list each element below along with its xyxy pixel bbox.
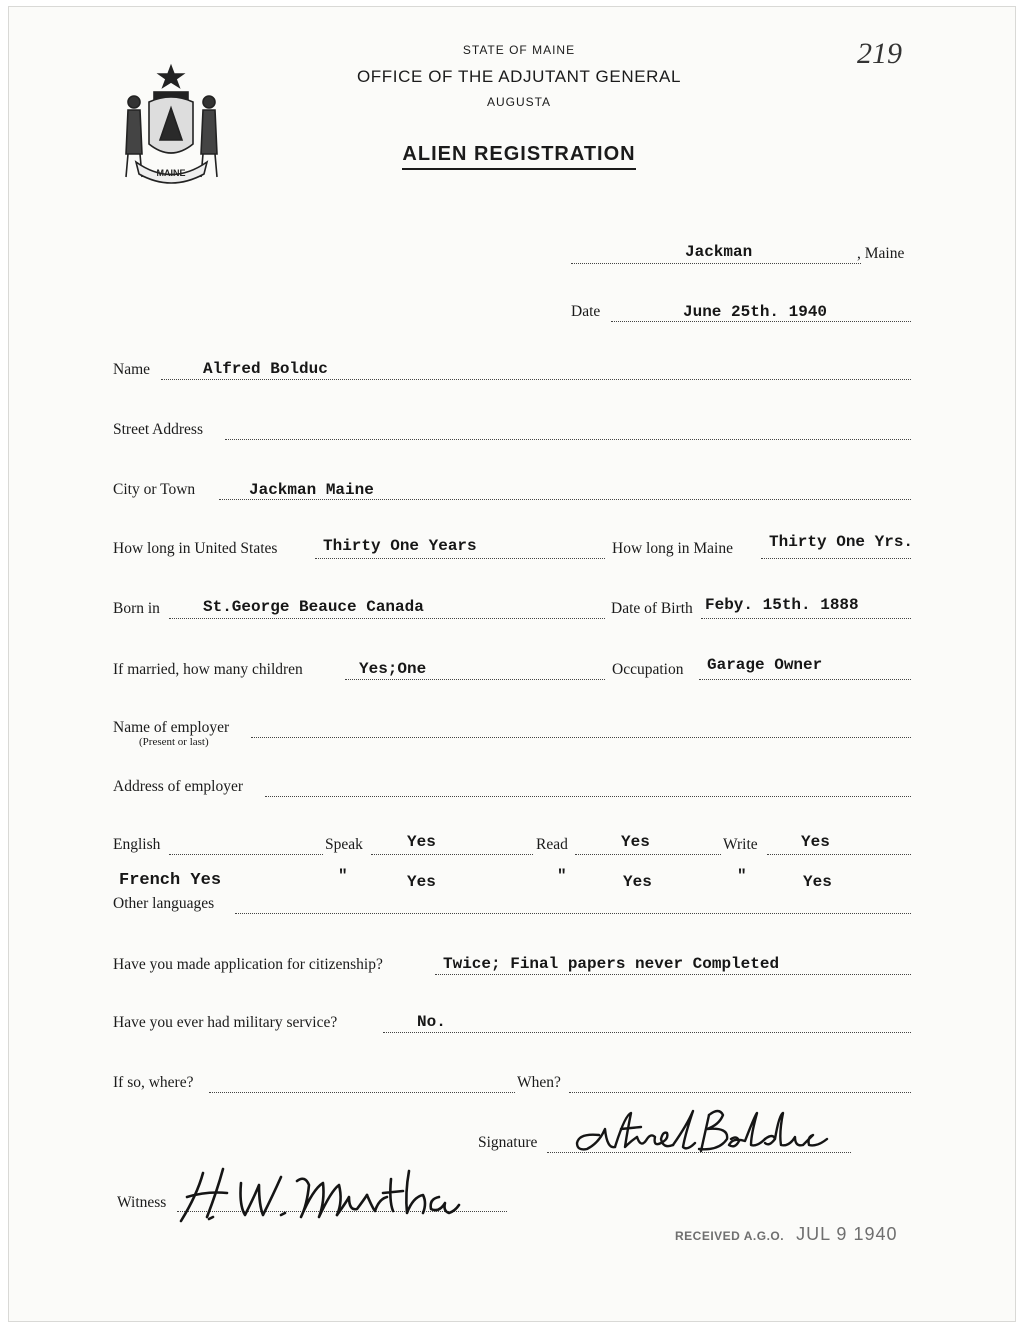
read-line [575, 854, 721, 855]
employer-address-line [265, 796, 911, 797]
born-label: Born in [113, 600, 160, 617]
stamp-prefix: RECEIVED A.G.O. [675, 1229, 785, 1243]
maine-state-seal-icon [114, 62, 229, 187]
citizenship-label: Have you made application for citizenship? [113, 956, 383, 973]
employer-sublabel: (Present or last) [139, 736, 209, 748]
name-label: Name [113, 361, 151, 378]
town-suffix: , Maine [857, 245, 905, 262]
form-title [309, 143, 729, 166]
citizenship-line [435, 974, 911, 975]
where-line [209, 1092, 515, 1093]
date-label: Date [571, 303, 601, 320]
document-number: 219 [857, 37, 902, 70]
when-line [569, 1092, 911, 1093]
occupation-label: Occupation [612, 661, 684, 678]
children-label: If married, how many children [113, 661, 303, 678]
maine-years-value: Thirty One Yrs. [769, 533, 914, 551]
witness-handwriting [177, 1161, 467, 1231]
write-label: Write [723, 836, 758, 853]
header-state: STATE OF MAINE [462, 43, 576, 57]
occupation-value: Garage Owner [707, 656, 823, 674]
form-page [8, 6, 1016, 1322]
signature-label: Signature [478, 1134, 538, 1151]
occupation-line [699, 679, 911, 680]
header-office: OFFICE OF THE ADJUTANT GENERAL [356, 67, 682, 86]
french-write-value: Yes [803, 873, 832, 891]
french-ditto-3: " [737, 867, 747, 885]
employer-label: Name of employer [113, 719, 230, 736]
citizenship-value: Twice; Final papers never Completed [443, 955, 780, 973]
french-value: French Yes [119, 871, 222, 890]
other-languages-label: Other languages [113, 895, 215, 912]
date-line [611, 321, 911, 322]
children-line [345, 679, 605, 680]
born-line [169, 618, 605, 619]
city-value: Jackman Maine [249, 481, 374, 499]
maine-years-line [761, 558, 911, 559]
english-line [169, 854, 323, 855]
military-label: Have you ever had military service? [113, 1014, 338, 1031]
children-value: Yes;One [359, 660, 427, 678]
when-label: When? [517, 1074, 561, 1091]
received-stamp [675, 1224, 898, 1245]
born-value: St.George Beauce Canada [203, 598, 424, 616]
speak-label: Speak [325, 836, 363, 853]
french-ditto-1: " [338, 867, 348, 885]
us-years-value: Thirty One Years [323, 537, 477, 555]
french-read-value: Yes [623, 873, 652, 891]
other-languages-line [235, 913, 911, 914]
stamp-date: JUL 9 1940 [796, 1224, 898, 1244]
form-title-text: ALIEN REGISTRATION [402, 143, 635, 170]
town-value: Jackman [685, 243, 753, 261]
town-line [571, 263, 861, 264]
dob-label: Date of Birth [611, 600, 693, 617]
speak-line [371, 854, 533, 855]
header-city: AUGUSTA [486, 95, 552, 109]
street-line [225, 439, 911, 440]
english-speak-value: Yes [407, 833, 436, 851]
dob-value: Feby. 15th. 1888 [705, 596, 859, 614]
employer-line [251, 737, 911, 738]
witness-label: Witness [117, 1194, 167, 1211]
date-value: June 25th. 1940 [683, 303, 828, 321]
write-line [767, 854, 911, 855]
us-years-line [315, 558, 605, 559]
employer-address-label: Address of employer [113, 778, 243, 795]
signature-handwriting [569, 1105, 839, 1165]
military-line [383, 1032, 911, 1033]
svg-text:MAINE: MAINE [156, 168, 186, 178]
english-read-value: Yes [621, 833, 650, 851]
name-value: Alfred Bolduc [203, 360, 328, 378]
read-label: Read [536, 836, 568, 853]
english-write-value: Yes [801, 833, 830, 851]
french-ditto-2: " [557, 867, 567, 885]
military-value: No. [417, 1013, 446, 1031]
dob-line [701, 618, 911, 619]
us-years-label: How long in United States [113, 540, 278, 557]
name-line [161, 379, 911, 380]
city-line [219, 499, 911, 500]
where-label: If so, where? [113, 1074, 194, 1091]
english-label: English [113, 836, 161, 853]
street-label: Street Address [113, 421, 203, 438]
french-speak-value: Yes [407, 873, 436, 891]
city-label: City or Town [113, 481, 196, 498]
maine-years-label: How long in Maine [612, 540, 733, 557]
